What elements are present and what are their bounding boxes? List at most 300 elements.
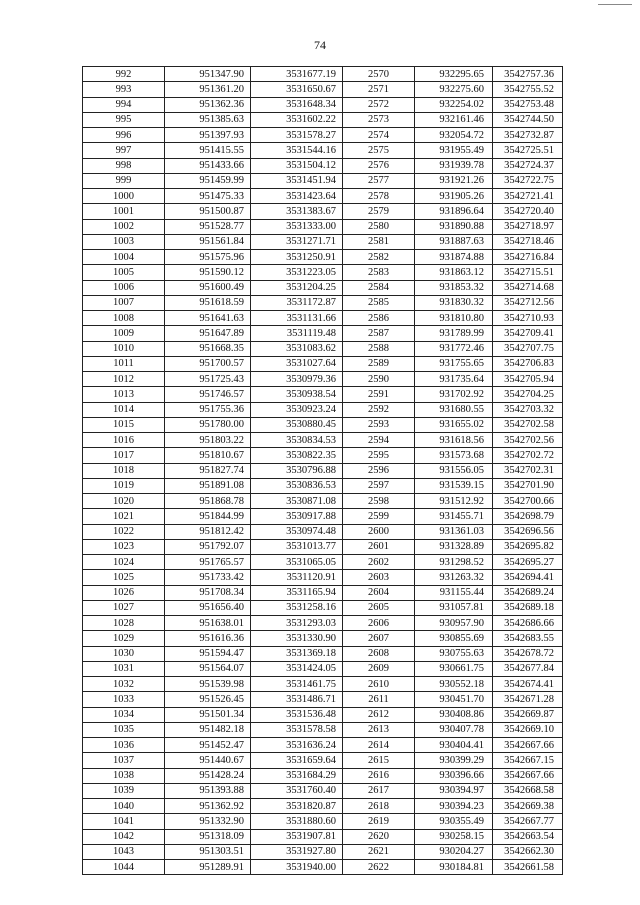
point-number-right-cell: 2571 [343,82,415,97]
y-coordinate-left-cell: 3530871.08 [251,494,343,509]
point-number-left-cell: 1016 [83,433,165,448]
y-coordinate-right-cell: 3542712.56 [493,295,563,310]
point-number-left-cell: 1003 [83,234,165,249]
y-coordinate-left-cell: 3531424.05 [251,661,343,676]
y-coordinate-right-cell: 3542668.58 [493,783,563,798]
x-coordinate-left-cell: 951362.92 [165,799,251,814]
table-row [83,402,563,417]
x-coordinate-right-cell: 930399.29 [415,753,493,768]
y-coordinate-right-cell: 3542701.90 [493,478,563,493]
point-number-right-cell: 2618 [343,799,415,814]
point-number-right-cell: 2573 [343,112,415,127]
y-coordinate-left-cell: 3531423.64 [251,189,343,204]
x-coordinate-left-cell: 951594.47 [165,646,251,661]
point-number-left-cell: 1006 [83,280,165,295]
y-coordinate-left-cell: 3531907.81 [251,829,343,844]
point-number-right-cell: 2609 [343,661,415,676]
table-row [83,97,563,112]
y-coordinate-right-cell: 3542718.97 [493,219,563,234]
y-coordinate-left-cell: 3531330.90 [251,631,343,646]
x-coordinate-left-cell: 951638.01 [165,616,251,631]
y-coordinate-left-cell: 3530974.48 [251,524,343,539]
y-coordinate-left-cell: 3531544.16 [251,143,343,158]
point-number-left-cell: 998 [83,158,165,173]
table-row [83,219,563,234]
table-row [83,158,563,173]
table-row [83,570,563,585]
x-coordinate-left-cell: 951561.84 [165,234,251,249]
x-coordinate-right-cell: 931556.05 [415,463,493,478]
x-coordinate-right-cell: 931512.92 [415,494,493,509]
y-coordinate-right-cell: 3542716.84 [493,250,563,265]
x-coordinate-left-cell: 951618.59 [165,295,251,310]
point-number-right-cell: 2578 [343,189,415,204]
point-number-left-cell: 1029 [83,631,165,646]
point-number-right-cell: 2584 [343,280,415,295]
point-number-right-cell: 2610 [343,677,415,692]
y-coordinate-right-cell: 3542744.50 [493,112,563,127]
y-coordinate-left-cell: 3531271.71 [251,234,343,249]
point-number-left-cell: 993 [83,82,165,97]
x-coordinate-right-cell: 931455.71 [415,509,493,524]
table-row [83,738,563,753]
table-row [83,128,563,143]
y-coordinate-left-cell: 3531684.29 [251,768,343,783]
point-number-left-cell: 994 [83,97,165,112]
point-number-right-cell: 2607 [343,631,415,646]
point-number-left-cell: 1015 [83,417,165,432]
x-coordinate-left-cell: 951332.90 [165,814,251,829]
table-row [83,555,563,570]
point-number-right-cell: 2580 [343,219,415,234]
y-coordinate-right-cell: 3542667.66 [493,768,563,783]
point-number-left-cell: 1043 [83,844,165,859]
point-number-right-cell: 2570 [343,67,415,82]
y-coordinate-left-cell: 3531760.40 [251,783,343,798]
point-number-left-cell: 1041 [83,814,165,829]
y-coordinate-left-cell: 3531536.48 [251,707,343,722]
table-row [83,295,563,310]
point-number-left-cell: 1001 [83,204,165,219]
y-coordinate-left-cell: 3530923.24 [251,402,343,417]
point-number-left-cell: 1008 [83,311,165,326]
x-coordinate-right-cell: 932161.46 [415,112,493,127]
y-coordinate-left-cell: 3531820.87 [251,799,343,814]
y-coordinate-right-cell: 3542667.15 [493,753,563,768]
point-number-right-cell: 2611 [343,692,415,707]
point-number-left-cell: 997 [83,143,165,158]
y-coordinate-right-cell: 3542678.72 [493,646,563,661]
x-coordinate-right-cell: 931680.55 [415,402,493,417]
table-row [83,509,563,524]
y-coordinate-left-cell: 3531451.94 [251,173,343,188]
table-row [83,646,563,661]
x-coordinate-right-cell: 930661.75 [415,661,493,676]
point-number-left-cell: 1019 [83,478,165,493]
y-coordinate-left-cell: 3531204.25 [251,280,343,295]
y-coordinate-left-cell: 3531602.22 [251,112,343,127]
x-coordinate-left-cell: 951746.57 [165,387,251,402]
y-coordinate-right-cell: 3542714.68 [493,280,563,295]
point-number-right-cell: 2599 [343,509,415,524]
point-number-left-cell: 996 [83,128,165,143]
table-row [83,478,563,493]
y-coordinate-left-cell: 3531369.18 [251,646,343,661]
x-coordinate-left-cell: 951482.18 [165,722,251,737]
point-number-left-cell: 1024 [83,555,165,570]
point-number-right-cell: 2595 [343,448,415,463]
point-number-left-cell: 1034 [83,707,165,722]
y-coordinate-left-cell: 3531250.91 [251,250,343,265]
x-coordinate-left-cell: 951428.24 [165,768,251,783]
point-number-left-cell: 1004 [83,250,165,265]
point-number-right-cell: 2585 [343,295,415,310]
table-row [83,783,563,798]
x-coordinate-right-cell: 931702.92 [415,387,493,402]
point-number-left-cell: 1011 [83,356,165,371]
x-coordinate-right-cell: 930408.86 [415,707,493,722]
point-number-right-cell: 2588 [343,341,415,356]
y-coordinate-right-cell: 3542698.79 [493,509,563,524]
y-coordinate-right-cell: 3542683.55 [493,631,563,646]
point-number-left-cell: 1022 [83,524,165,539]
point-number-left-cell: 1035 [83,722,165,737]
x-coordinate-left-cell: 951792.07 [165,539,251,554]
y-coordinate-right-cell: 3542724.37 [493,158,563,173]
y-coordinate-right-cell: 3542757.36 [493,67,563,82]
point-number-right-cell: 2612 [343,707,415,722]
y-coordinate-left-cell: 3531165.94 [251,585,343,600]
x-coordinate-left-cell: 951362.36 [165,97,251,112]
x-coordinate-left-cell: 951385.63 [165,112,251,127]
point-number-right-cell: 2576 [343,158,415,173]
table-row [83,250,563,265]
point-number-right-cell: 2582 [343,250,415,265]
point-number-right-cell: 2586 [343,311,415,326]
page-number: 74 [314,38,326,52]
x-coordinate-right-cell: 931853.32 [415,280,493,295]
table-row [83,707,563,722]
x-coordinate-right-cell: 932295.65 [415,67,493,82]
y-coordinate-right-cell: 3542704.25 [493,387,563,402]
x-coordinate-right-cell: 931874.88 [415,250,493,265]
table-row [83,677,563,692]
table-row [83,433,563,448]
x-coordinate-left-cell: 951647.89 [165,326,251,341]
x-coordinate-right-cell: 930258.15 [415,829,493,844]
point-number-left-cell: 1042 [83,829,165,844]
y-coordinate-right-cell: 3542702.58 [493,417,563,432]
point-number-right-cell: 2619 [343,814,415,829]
table-row [83,173,563,188]
x-coordinate-right-cell: 932254.02 [415,97,493,112]
y-coordinate-right-cell: 3542702.72 [493,448,563,463]
point-number-left-cell: 1002 [83,219,165,234]
y-coordinate-left-cell: 3531119.48 [251,326,343,341]
x-coordinate-left-cell: 951616.36 [165,631,251,646]
y-coordinate-left-cell: 3531027.64 [251,356,343,371]
y-coordinate-left-cell: 3531927.80 [251,844,343,859]
x-coordinate-left-cell: 951452.47 [165,738,251,753]
x-coordinate-right-cell: 930394.97 [415,783,493,798]
y-coordinate-left-cell: 3531013.77 [251,539,343,554]
table-row [83,204,563,219]
table-row [83,463,563,478]
table-row [83,112,563,127]
point-number-right-cell: 2596 [343,463,415,478]
y-coordinate-right-cell: 3542686.66 [493,616,563,631]
point-number-right-cell: 2604 [343,585,415,600]
y-coordinate-right-cell: 3542669.38 [493,799,563,814]
x-coordinate-right-cell: 930396.66 [415,768,493,783]
x-coordinate-right-cell: 931655.02 [415,417,493,432]
table-row [83,67,563,82]
point-number-left-cell: 1027 [83,600,165,615]
table-row [83,311,563,326]
point-number-right-cell: 2600 [343,524,415,539]
point-number-left-cell: 1044 [83,860,165,875]
point-number-right-cell: 2583 [343,265,415,280]
y-coordinate-left-cell: 3531940.00 [251,860,343,875]
point-number-left-cell: 995 [83,112,165,127]
y-coordinate-left-cell: 3531065.05 [251,555,343,570]
y-coordinate-right-cell: 3542689.24 [493,585,563,600]
point-number-left-cell: 992 [83,67,165,82]
x-coordinate-right-cell: 931155.44 [415,585,493,600]
y-coordinate-left-cell: 3530796.88 [251,463,343,478]
y-coordinate-right-cell: 3542669.87 [493,707,563,722]
x-coordinate-right-cell: 930855.69 [415,631,493,646]
point-number-left-cell: 1025 [83,570,165,585]
table-row [83,280,563,295]
table-row [83,631,563,646]
point-number-right-cell: 2608 [343,646,415,661]
x-coordinate-left-cell: 951891.08 [165,478,251,493]
point-number-left-cell: 1018 [83,463,165,478]
x-coordinate-right-cell: 931890.88 [415,219,493,234]
x-coordinate-right-cell: 931755.65 [415,356,493,371]
y-coordinate-right-cell: 3542725.51 [493,143,563,158]
y-coordinate-right-cell: 3542705.94 [493,372,563,387]
y-coordinate-left-cell: 3531223.05 [251,265,343,280]
point-number-right-cell: 2620 [343,829,415,844]
y-coordinate-left-cell: 3531172.87 [251,295,343,310]
x-coordinate-left-cell: 951590.12 [165,265,251,280]
x-coordinate-left-cell: 951433.66 [165,158,251,173]
y-coordinate-left-cell: 3530979.36 [251,372,343,387]
y-coordinate-left-cell: 3531083.62 [251,341,343,356]
x-coordinate-left-cell: 951641.63 [165,311,251,326]
x-coordinate-left-cell: 951459.99 [165,173,251,188]
table-row [83,692,563,707]
x-coordinate-right-cell: 930394.23 [415,799,493,814]
point-number-right-cell: 2594 [343,433,415,448]
y-coordinate-left-cell: 3531880.60 [251,814,343,829]
point-number-left-cell: 1005 [83,265,165,280]
header-rule [598,4,632,5]
y-coordinate-right-cell: 3542718.46 [493,234,563,249]
table-row [83,539,563,554]
y-coordinate-right-cell: 3542663.54 [493,829,563,844]
y-coordinate-left-cell: 3530938.54 [251,387,343,402]
y-coordinate-right-cell: 3542669.10 [493,722,563,737]
y-coordinate-left-cell: 3531383.67 [251,204,343,219]
y-coordinate-left-cell: 3530822.35 [251,448,343,463]
table-row [83,844,563,859]
y-coordinate-left-cell: 3531131.66 [251,311,343,326]
x-coordinate-left-cell: 951361.20 [165,82,251,97]
y-coordinate-right-cell: 3542695.27 [493,555,563,570]
y-coordinate-right-cell: 3542700.66 [493,494,563,509]
point-number-left-cell: 1007 [83,295,165,310]
x-coordinate-left-cell: 951868.78 [165,494,251,509]
y-coordinate-right-cell: 3542703.32 [493,402,563,417]
x-coordinate-right-cell: 931735.64 [415,372,493,387]
x-coordinate-right-cell: 931863.12 [415,265,493,280]
x-coordinate-left-cell: 951844.99 [165,509,251,524]
table-row [83,768,563,783]
point-number-right-cell: 2572 [343,97,415,112]
point-number-left-cell: 1026 [83,585,165,600]
point-number-right-cell: 2603 [343,570,415,585]
point-number-right-cell: 2605 [343,600,415,615]
x-coordinate-right-cell: 930404.41 [415,738,493,753]
table-row [83,265,563,280]
y-coordinate-left-cell: 3531293.03 [251,616,343,631]
point-number-left-cell: 1038 [83,768,165,783]
x-coordinate-left-cell: 951303.51 [165,844,251,859]
x-coordinate-left-cell: 951347.90 [165,67,251,82]
table-row [83,356,563,371]
point-number-right-cell: 2615 [343,753,415,768]
table-row [83,753,563,768]
y-coordinate-right-cell: 3542715.51 [493,265,563,280]
point-number-left-cell: 1032 [83,677,165,692]
point-number-right-cell: 2579 [343,204,415,219]
point-number-right-cell: 2575 [343,143,415,158]
y-coordinate-right-cell: 3542755.52 [493,82,563,97]
point-number-left-cell: 1040 [83,799,165,814]
point-number-right-cell: 2614 [343,738,415,753]
y-coordinate-left-cell: 3531659.64 [251,753,343,768]
point-number-left-cell: 1033 [83,692,165,707]
y-coordinate-left-cell: 3531333.00 [251,219,343,234]
point-number-right-cell: 2601 [343,539,415,554]
point-number-right-cell: 2602 [343,555,415,570]
point-number-left-cell: 1009 [83,326,165,341]
y-coordinate-right-cell: 3542707.75 [493,341,563,356]
y-coordinate-left-cell: 3531636.24 [251,738,343,753]
point-number-left-cell: 1039 [83,783,165,798]
table-row [83,799,563,814]
point-number-left-cell: 1023 [83,539,165,554]
y-coordinate-right-cell: 3542661.58 [493,860,563,875]
x-coordinate-left-cell: 951526.45 [165,692,251,707]
x-coordinate-left-cell: 951827.74 [165,463,251,478]
point-number-left-cell: 1013 [83,387,165,402]
table-row [83,494,563,509]
x-coordinate-left-cell: 951708.34 [165,585,251,600]
coordinates-table [82,66,563,875]
x-coordinate-left-cell: 951575.96 [165,250,251,265]
x-coordinate-left-cell: 951393.88 [165,783,251,798]
x-coordinate-right-cell: 931618.56 [415,433,493,448]
x-coordinate-left-cell: 951668.35 [165,341,251,356]
table-row [83,143,563,158]
point-number-left-cell: 1031 [83,661,165,676]
point-number-right-cell: 2590 [343,372,415,387]
point-number-right-cell: 2622 [343,860,415,875]
table-row [83,448,563,463]
x-coordinate-left-cell: 951600.49 [165,280,251,295]
y-coordinate-left-cell: 3531504.12 [251,158,343,173]
table-row [83,372,563,387]
x-coordinate-right-cell: 932054.72 [415,128,493,143]
x-coordinate-right-cell: 931830.32 [415,295,493,310]
y-coordinate-left-cell: 3531486.71 [251,692,343,707]
table-row [83,326,563,341]
y-coordinate-right-cell: 3542720.40 [493,204,563,219]
y-coordinate-right-cell: 3542709.41 [493,326,563,341]
x-coordinate-right-cell: 930552.18 [415,677,493,692]
point-number-right-cell: 2593 [343,417,415,432]
y-coordinate-left-cell: 3531648.34 [251,97,343,112]
x-coordinate-left-cell: 951656.40 [165,600,251,615]
x-coordinate-left-cell: 951289.91 [165,860,251,875]
y-coordinate-left-cell: 3530917.88 [251,509,343,524]
x-coordinate-left-cell: 951528.77 [165,219,251,234]
table-row [83,616,563,631]
table-row [83,814,563,829]
x-coordinate-left-cell: 951318.09 [165,829,251,844]
point-number-right-cell: 2616 [343,768,415,783]
x-coordinate-left-cell: 951755.36 [165,402,251,417]
y-coordinate-right-cell: 3542721.41 [493,189,563,204]
x-coordinate-left-cell: 951733.42 [165,570,251,585]
table-row [83,341,563,356]
x-coordinate-left-cell: 951539.98 [165,677,251,692]
point-number-right-cell: 2581 [343,234,415,249]
x-coordinate-right-cell: 930184.81 [415,860,493,875]
y-coordinate-right-cell: 3542702.31 [493,463,563,478]
y-coordinate-left-cell: 3531650.67 [251,82,343,97]
table-row [83,387,563,402]
table-row [83,524,563,539]
x-coordinate-right-cell: 931539.15 [415,478,493,493]
x-coordinate-left-cell: 951765.57 [165,555,251,570]
point-number-right-cell: 2577 [343,173,415,188]
y-coordinate-right-cell: 3542710.93 [493,311,563,326]
point-number-right-cell: 2592 [343,402,415,417]
x-coordinate-left-cell: 951810.67 [165,448,251,463]
point-number-right-cell: 2591 [343,387,415,402]
x-coordinate-right-cell: 932275.60 [415,82,493,97]
x-coordinate-left-cell: 951415.55 [165,143,251,158]
point-number-right-cell: 2617 [343,783,415,798]
x-coordinate-left-cell: 951700.57 [165,356,251,371]
point-number-left-cell: 1037 [83,753,165,768]
point-number-left-cell: 1028 [83,616,165,631]
table-row [83,82,563,97]
y-coordinate-right-cell: 3542694.41 [493,570,563,585]
x-coordinate-left-cell: 951397.93 [165,128,251,143]
x-coordinate-right-cell: 931298.52 [415,555,493,570]
x-coordinate-right-cell: 931896.64 [415,204,493,219]
x-coordinate-right-cell: 931328.89 [415,539,493,554]
point-number-left-cell: 1010 [83,341,165,356]
x-coordinate-left-cell: 951812.42 [165,524,251,539]
point-number-left-cell: 1030 [83,646,165,661]
